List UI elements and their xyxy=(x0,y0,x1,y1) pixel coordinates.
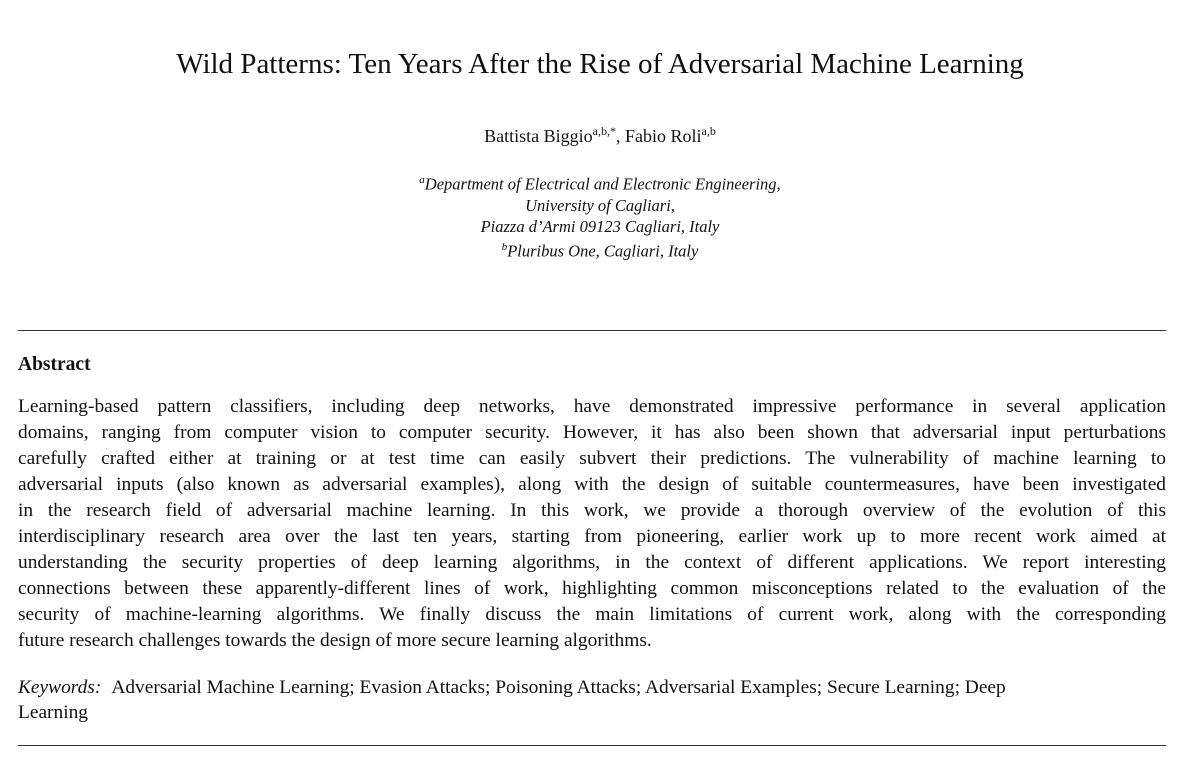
author-list xyxy=(0,124,1200,147)
affiliation-line: Department of Electrical and Electronic Engineering, xyxy=(424,174,781,194)
abstract-line: Learning-based pattern classifiers, including deep networks, have demonstrated impressive performance in several application xyxy=(18,396,1166,417)
abstract-line: security of machine-learning algorithms. We finally discuss the main limitations of current work, along with the corresponding xyxy=(18,604,1166,625)
abstract-line: in the research field of adversarial machine learning. In this work, we provide a thorough overview of the evolution of this xyxy=(18,500,1166,521)
affiliation-line: Piazza d’Armi 09123 Cagliari, Italy xyxy=(480,216,720,236)
bottom-divider xyxy=(18,745,1166,746)
affiliations xyxy=(0,170,1200,261)
abstract-line: domains, ranging from computer vision to computer security. However, it has also been shown that adversarial input perturbations xyxy=(18,422,1166,443)
author-name: Fabio Roli xyxy=(625,126,702,146)
abstract-line: understanding the security properties of deep learning algorithms, in the context of different applications. We report interesting xyxy=(18,552,1166,573)
top-divider xyxy=(18,330,1166,331)
abstract-heading: Abstract xyxy=(18,354,91,375)
abstract-line: interdisciplinary research area over the last ten years, starting from pioneering, earlier work up to more recent work aimed at xyxy=(18,526,1166,547)
keywords xyxy=(18,675,1166,725)
abstract-line: connections between these apparently-different lines of work, highlighting common misconceptions related to the evaluation of the xyxy=(18,578,1166,599)
abstract-line: future research challenges towards the design of more secure learning algorithms. xyxy=(18,630,652,651)
keywords-text: Adversarial Machine Learning; Evasion Attacks; Poisoning Attacks; Adversarial Examples; Secure Learning; Deep xyxy=(111,677,1006,698)
keywords-text: Learning xyxy=(18,702,88,723)
abstract-body xyxy=(18,394,1166,654)
abstract-line: adversarial inputs (also known as adversarial examples), along with the design of suitable countermeasures, have been investigated xyxy=(18,474,1166,495)
author-name: Battista Biggio xyxy=(484,126,593,146)
paper-title: Wild Patterns: Ten Years After the Rise of Adversarial Machine Learning xyxy=(176,48,1024,80)
affiliation-line: University of Cagliari, xyxy=(525,195,675,215)
author-affiliation-mark: a,b xyxy=(701,124,716,138)
affiliation-mark: b xyxy=(501,240,508,253)
keywords-label: Keywords: xyxy=(18,677,102,698)
author-affiliation-mark: a,b,* xyxy=(592,124,616,138)
abstract-line: carefully crafted either at training or at test time can easily subvert their predictions. The vulnerability of machine learning to xyxy=(18,448,1166,469)
affiliation-mark: a xyxy=(419,174,425,186)
affiliation-line: Pluribus One, Cagliari, Italy xyxy=(507,241,699,260)
author-separator: , xyxy=(616,126,625,146)
